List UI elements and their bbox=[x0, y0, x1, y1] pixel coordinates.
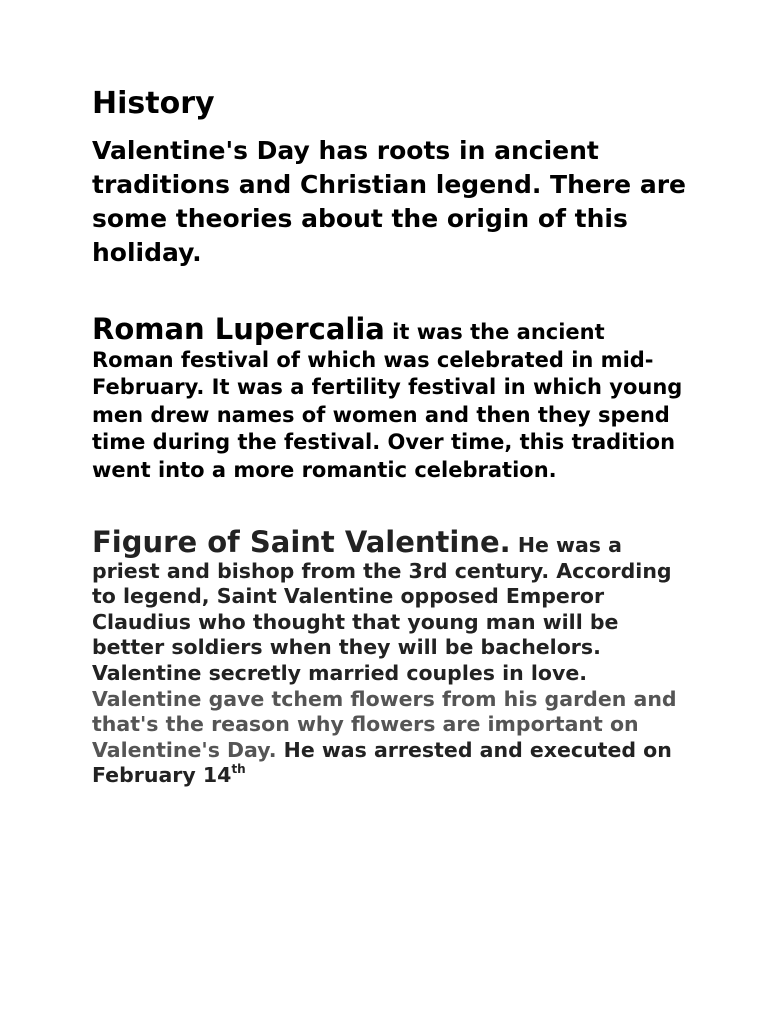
section-body-roman-lupercalia: it was the ancient Roman festival of which was celebrated in mid-February. It was a fertility festival in which young men drew names of women and then they spend time during the festival. Over time, this tradition went into a more romantic celebration. bbox=[92, 320, 683, 482]
ordinal-superscript: th bbox=[231, 762, 246, 777]
intro-paragraph: Valentine's Day has roots in ancient traditions and Christian legend. There are some theories about the origin of this holiday. bbox=[92, 136, 686, 267]
section-body-end-saint-valentine: He was arrested and executed on February 14 bbox=[92, 737, 672, 788]
section-body-saint-valentine: He was a priest and bishop from the 3rd century. According to legend, Saint Valentine opposed Emperor Claudius who thought that young man will be better soldiers when they will be bachelors. Valentine secretly married couples in love. bbox=[92, 533, 672, 685]
section-lead-roman-lupercalia: Roman Lupercalia bbox=[92, 312, 385, 346]
section-saint-valentine bbox=[92, 525, 692, 789]
document-page bbox=[92, 84, 692, 789]
section-highlight-flowers: Valentine gave tchem flowers from his garden and that's the reason why flowers are important on Valentine's Day. bbox=[92, 686, 677, 762]
section-roman-lupercalia bbox=[92, 312, 692, 484]
page-title: History bbox=[92, 86, 215, 121]
section-lead-saint-valentine: Figure of Saint Valentine. bbox=[92, 525, 511, 559]
